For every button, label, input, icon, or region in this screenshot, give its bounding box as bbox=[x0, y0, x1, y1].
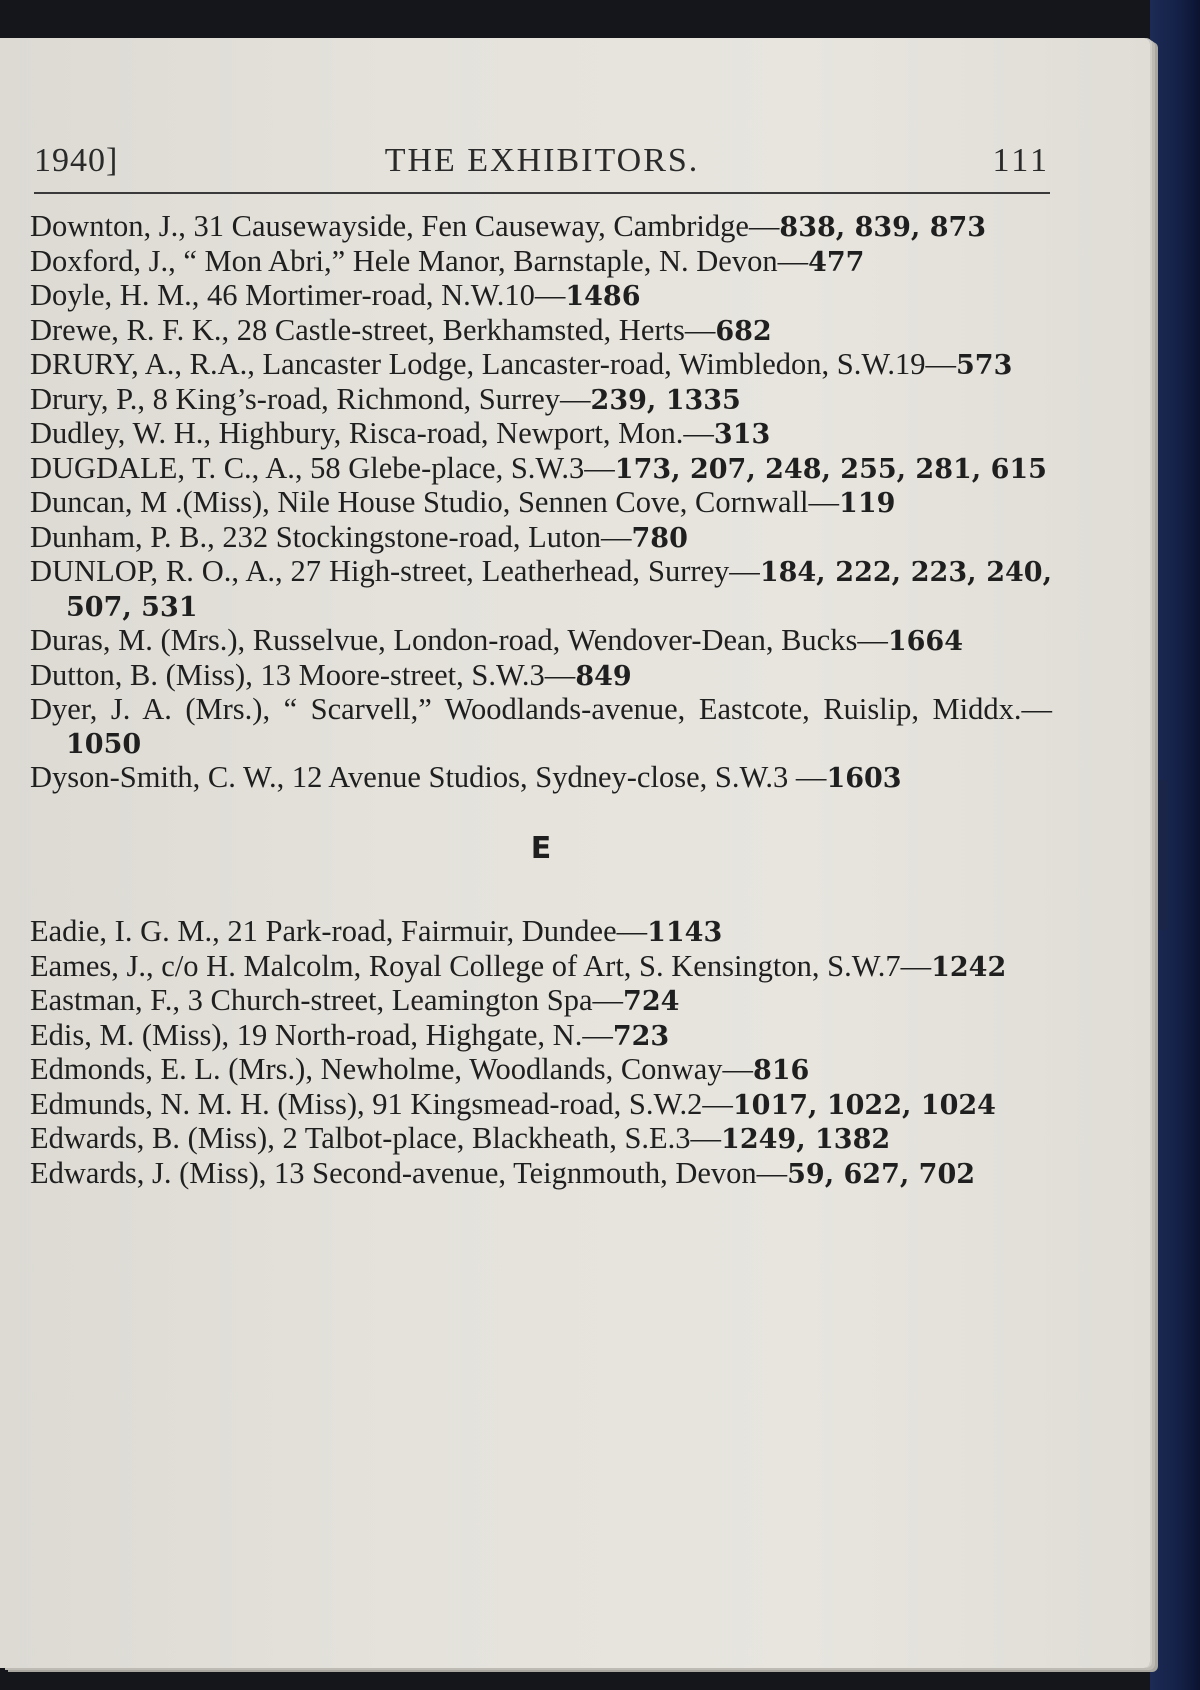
entry-text: Drewe, R. F. K., 28 Castle-street, Berkhamsted, Herts— bbox=[30, 312, 716, 347]
list-item bbox=[30, 1157, 1052, 1192]
entry-text: Drury, P., 8 King’s-road, Richmond, Surrey— bbox=[30, 381, 591, 416]
entry-numbers: 184, 222, 223, 240, 507, 531 bbox=[66, 557, 1052, 623]
entry-numbers: 1603 bbox=[826, 763, 902, 794]
entry-numbers: 59, 627, 702 bbox=[787, 1158, 976, 1190]
list-item bbox=[30, 950, 1052, 985]
entry-text: Dudley, W. H., Highbury, Risca-road, Newport, Mon.— bbox=[30, 416, 714, 450]
header-title: THE EXHIBITORS. bbox=[384, 142, 700, 179]
entry-text: Dyer, J. A. (Mrs.), “ Scarvell,” Woodlands-avenue, Eastcote, Ruislip, Middx.— bbox=[30, 692, 1052, 726]
entry-text: Duncan, M .(Miss), Nile House Studio, Sennen Cove, Cornwall— bbox=[30, 485, 840, 519]
entry-numbers: 173, 207, 248, 255, 281, 615 bbox=[614, 453, 1047, 485]
list-item bbox=[30, 1088, 1052, 1123]
list-item bbox=[30, 210, 1052, 245]
list-item bbox=[30, 348, 1052, 383]
entry-text: Dyson-Smith, C. W., 12 Avenue Studios, Sydney-close, S.W.3 — bbox=[30, 760, 827, 794]
ribbon-tab bbox=[1148, 780, 1168, 930]
entry-text: Doyle, H. M., 46 Mortimer-road, N.W.10— bbox=[30, 278, 566, 312]
list-item bbox=[30, 915, 1052, 950]
entry-numbers: 239, 1335 bbox=[590, 384, 741, 416]
list-item bbox=[30, 624, 1052, 659]
entry-text: Doxford, J., “ Mon Abri,” Hele Manor, Barnstaple, N. Devon— bbox=[30, 243, 809, 278]
list-item bbox=[30, 693, 1052, 761]
list-item bbox=[30, 1122, 1052, 1157]
header-year: 1940] bbox=[34, 142, 119, 179]
entry-numbers: 1017, 1022, 1024 bbox=[732, 1089, 996, 1121]
list-item bbox=[30, 417, 1052, 452]
list-item bbox=[30, 555, 1052, 624]
entry-numbers: 838, 839, 873 bbox=[779, 212, 987, 243]
entry-text: Edwards, B. (Miss), 2 Talbot-place, Blackheath, S.E.3— bbox=[30, 1121, 722, 1155]
entry-text: Dunham, P. B., 232 Stockingstone-road, Luton— bbox=[30, 519, 632, 554]
list-item bbox=[30, 1019, 1052, 1054]
entry-numbers: 313 bbox=[713, 419, 771, 450]
entry-numbers: 682 bbox=[715, 315, 772, 347]
header-rule bbox=[34, 192, 1050, 194]
entry-text: Eames, J., c/o H. Malcolm, Royal College of Art, S. Kensington, S.W.7— bbox=[30, 948, 932, 983]
list-item bbox=[30, 279, 1052, 314]
entry-text: Dutton, B. (Miss), 13 Moore-street, S.W.3— bbox=[30, 657, 576, 692]
exhibitor-list bbox=[30, 210, 1052, 1191]
list-item bbox=[30, 314, 1052, 349]
entry-text: Edis, M. (Miss), 19 North-road, Highgate, N.— bbox=[30, 1017, 613, 1052]
entry-text: Eadie, I. G. M., 21 Park-road, Fairmuir, Dundee— bbox=[30, 914, 648, 948]
list-item bbox=[30, 486, 1052, 521]
list-item bbox=[30, 761, 1052, 796]
entry-text: Eastman, F., 3 Church-street, Leamington Spa— bbox=[30, 983, 624, 1017]
entry-text: Duras, M. (Mrs.), Russelvue, London-road, Wendover-Dean, Bucks— bbox=[30, 623, 888, 657]
entry-text: DUNLOP, R. O., A., 27 High-street, Leatherhead, Surrey— bbox=[30, 554, 760, 588]
list-item bbox=[30, 452, 1052, 487]
entry-text: DRURY, A., R.A., Lancaster Lodge, Lancaster-road, Wimbledon, S.W.19— bbox=[30, 347, 957, 381]
entry-text: Edwards, J. (Miss), 13 Second-avenue, Teignmouth, Devon— bbox=[30, 1155, 788, 1190]
list-item bbox=[30, 383, 1052, 418]
entry-numbers: 477 bbox=[808, 246, 865, 278]
entry-numbers: 723 bbox=[612, 1020, 670, 1052]
list-item bbox=[30, 1053, 1052, 1088]
entry-numbers: 1486 bbox=[565, 281, 641, 312]
section-heading: E bbox=[530, 830, 552, 866]
entry-text: Edmunds, N. M. H. (Miss), 91 Kingsmead-road, S.W.2— bbox=[30, 1086, 733, 1121]
running-header bbox=[34, 142, 1050, 184]
entry-numbers: 573 bbox=[956, 350, 1013, 381]
entry-numbers: 1664 bbox=[887, 626, 963, 657]
entry-text: DUGDALE, T. C., A., 58 Glebe-place, S.W.3— bbox=[30, 450, 615, 485]
list-item bbox=[30, 245, 1052, 280]
entry-numbers: 724 bbox=[623, 986, 680, 1017]
list-item bbox=[30, 521, 1052, 556]
entry-numbers: 816 bbox=[752, 1055, 810, 1086]
entry-numbers: 1143 bbox=[647, 917, 723, 948]
list-item bbox=[30, 659, 1052, 694]
entry-numbers: 1242 bbox=[931, 951, 1007, 983]
entry-numbers: 849 bbox=[575, 660, 632, 692]
entry-text: Edmonds, E. L. (Mrs.), Newholme, Woodlands, Conway— bbox=[30, 1052, 753, 1086]
entry-text: Downton, J., 31 Causewayside, Fen Causeway, Cambridge— bbox=[30, 209, 780, 243]
entry-numbers: 780 bbox=[631, 522, 688, 554]
entry-numbers: 1249, 1382 bbox=[721, 1124, 891, 1155]
entry-numbers: 1050 bbox=[66, 728, 142, 760]
list-item bbox=[30, 984, 1052, 1019]
header-page-number: 111 bbox=[992, 142, 1050, 179]
entry-numbers: 119 bbox=[839, 488, 896, 519]
